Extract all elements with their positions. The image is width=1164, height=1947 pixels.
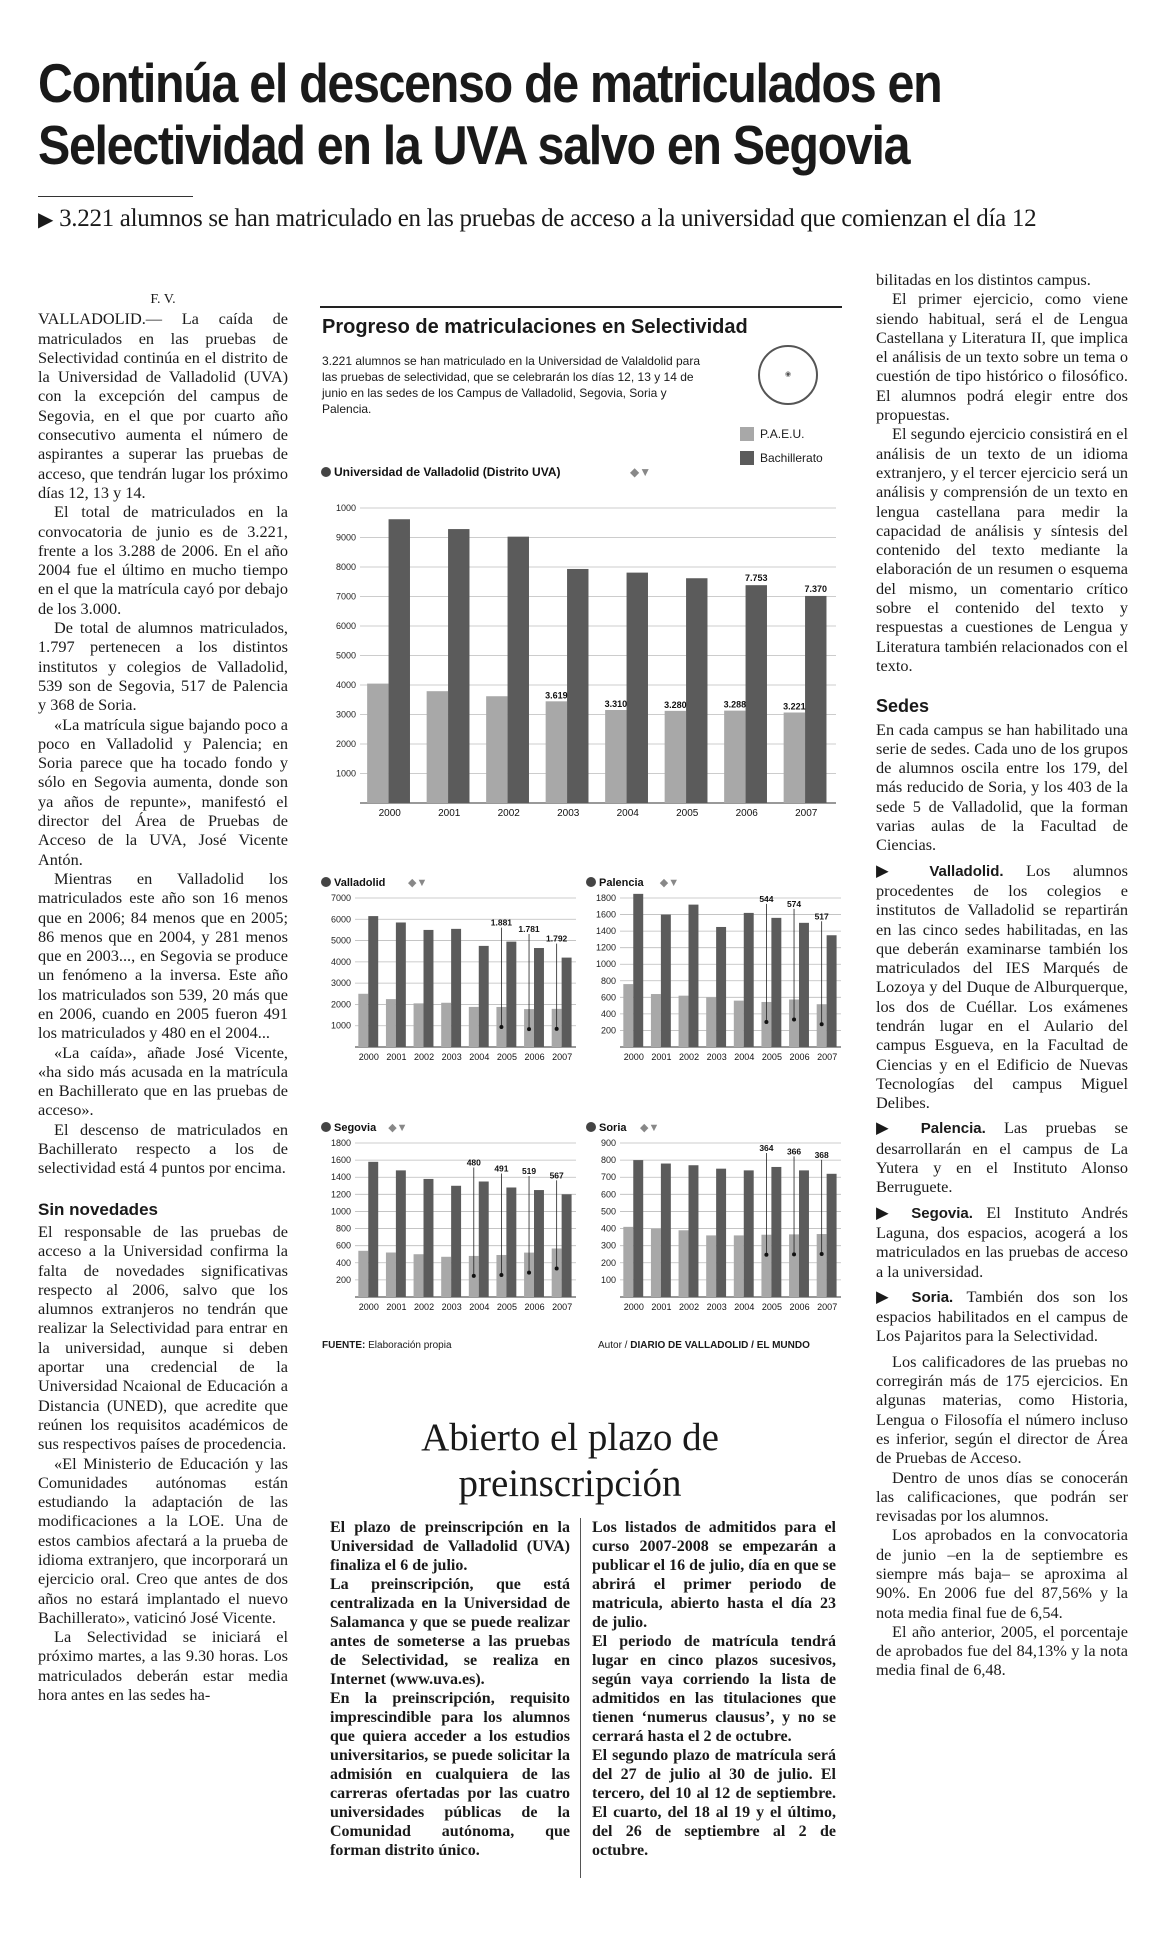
bar-bachillerato <box>448 529 469 803</box>
x-tick-label: 2000 <box>623 1052 644 1062</box>
y-tick-label: 5000 <box>330 935 351 946</box>
paragraph: «La matrícula sigue bajando poco a poco en Valladolid y Palencia; en Soria parece que ha tocado fondo y sólo en Segovia aumenta, donde son ya años de repunte», manifestó el director del Área de Pruebas de Acceso de la UVA, José Vicente Antón. <box>38 714 288 869</box>
paragraph: «La caída», añade José Vicente, «ha sido más acusada en la matrícula en Bachillerato que en las pruebas de acceso». <box>38 1042 288 1120</box>
bar-bachillerato <box>396 922 406 1047</box>
x-tick-label: 2004 <box>616 808 639 819</box>
bar-bachillerato <box>744 1170 754 1297</box>
bar-paeu <box>724 711 745 803</box>
x-tick-label: 2000 <box>358 1302 379 1312</box>
bar-paeu <box>414 1003 424 1047</box>
y-tick-label: 7000 <box>335 591 356 602</box>
y-tick-label: 1800 <box>330 1138 351 1148</box>
bar-paeu <box>679 1230 689 1297</box>
y-tick-label: 500 <box>600 1206 616 1217</box>
bar-paeu <box>623 984 633 1047</box>
chart-title: Universidad de Valladolid (Distrito UVA) <box>334 465 561 479</box>
data-label: 1.792 <box>546 933 568 944</box>
y-tick-label: 400 <box>600 1223 616 1234</box>
y-tick-label: 400 <box>600 1008 616 1019</box>
x-tick-label: 2006 <box>789 1302 810 1312</box>
data-point <box>820 1022 824 1026</box>
section-heading: Sedes <box>876 696 930 717</box>
paragraph: El segundo ejercicio consistirá en el análisis de un texto de un idioma extranjero, y el tercer ejercicio será un análisis y comprensión de un texto en lengua castellana para medir la capacidad de análisis y síntesis del contenido del texto mediante la elaboración de un resumen o esquema del mismo, un comentario crítico sobre el contenido del texto y respuestas a cuestiones de Lengua y Literatura también relacionados con el texto. <box>876 424 1128 675</box>
data-label: 3.288 <box>723 699 747 710</box>
diamond-arrow-icon: ◆▼ <box>640 1122 660 1134</box>
bar-bachillerato <box>508 537 529 803</box>
x-tick-label: 2002 <box>414 1302 435 1312</box>
diamond-arrow-icon: ◆▼ <box>388 1122 408 1134</box>
article-column-1 <box>38 290 288 1704</box>
bar-paeu <box>665 711 686 803</box>
chart-title: Palencia <box>599 877 644 889</box>
bar-bachillerato <box>506 942 516 1047</box>
paragraph: ▶ Segovia. El Instituto Andrés Laguna, dos espacios, acogerá a los matriculados en las pruebas de acceso a la universidad. <box>876 1202 1129 1281</box>
headline-rule <box>38 196 193 197</box>
bar-paeu <box>605 710 626 803</box>
data-point <box>527 1027 531 1031</box>
section-heading: Sin novedades <box>38 1199 158 1219</box>
bar-bachillerato <box>716 1169 726 1297</box>
paragraph: Dentro de unos días se conocerán las calificaciones, que podrán ser revisadas por los alumnos. <box>876 1467 1128 1526</box>
bar-bachillerato <box>686 578 707 803</box>
bar-paeu <box>734 1001 744 1047</box>
y-tick-label: 3000 <box>335 709 356 720</box>
y-tick-label: 1000 <box>335 768 356 779</box>
data-label: 3.619 <box>545 690 568 701</box>
x-tick-label: 2001 <box>651 1302 672 1312</box>
y-tick-label: 800 <box>600 975 616 986</box>
y-tick-label: 4000 <box>330 956 351 967</box>
chart-title: Valladolid <box>334 877 386 889</box>
bar-paeu <box>651 1229 661 1297</box>
bar-bachillerato <box>396 1170 406 1297</box>
chart-description: 3.221 alumnos se han matriculado en la Universidad de Valaldolid para las pruebas de selectividad, que se celebrarán los días 12, 13 y 14 de junio en las sedes de los Campus de Valladolid, Segovia, Soria y Palencia. <box>322 354 701 416</box>
y-tick-label: 600 <box>335 1240 351 1251</box>
bar-bachillerato <box>479 1182 489 1298</box>
y-tick-label: 200 <box>600 1257 616 1268</box>
chart-title: Segovia <box>334 1122 377 1134</box>
x-tick-label: 2001 <box>651 1052 672 1062</box>
data-point <box>527 1271 531 1275</box>
bar-bachillerato <box>567 569 588 803</box>
bar-bachillerato <box>746 585 767 803</box>
legend-swatch <box>740 427 754 441</box>
y-tick-label: 3000 <box>330 978 351 989</box>
charts-svg <box>320 460 845 1340</box>
chart-author: Autor / DIARIO DE VALLADOLID / EL MUNDO <box>598 1340 810 1351</box>
paragraph: El responsable de las pruebas de acceso a la Universidad confirma la falta de novedades significativas respecto al 2006, salvo que los alumnos extranjeros no tendrán que realizar la Selectividad para entrar en la universidad, aunque si deben aportar una credencial de la Universidad Ncaional de Educación a Distancia (UNED), que acredite que reúnen los requisitos académicos de sus respectivos países de procedencia. <box>38 1221 288 1454</box>
x-tick-label: 2002 <box>679 1052 700 1062</box>
paragraph: El descenso de matriculados en Bachillerato respecto a los de selectividad está 4 puntos por encima. <box>38 1119 288 1178</box>
data-point <box>499 1273 503 1277</box>
data-point <box>792 1017 796 1021</box>
data-point <box>764 1253 768 1257</box>
bar-bachillerato <box>689 905 699 1047</box>
y-tick-label: 1000 <box>595 959 616 970</box>
subheadline <box>38 205 1036 233</box>
bar-bachillerato <box>534 1190 544 1297</box>
data-label: 517 <box>814 911 829 922</box>
preinscription-title <box>380 1415 760 1507</box>
data-label: 519 <box>521 1166 537 1177</box>
paragraph: El primer ejercicio, como viene siendo habitual, será el de Lengua Castellana y Literatura II, que implica el análisis de un texto sobre un tema o cuestión de tipo histórico o filosófico. El alumnos podrá elegir entre dos propuestas. <box>876 289 1128 425</box>
chart-title: Soria <box>599 1122 627 1134</box>
y-tick-label: 600 <box>600 1189 616 1200</box>
bar-bachillerato <box>368 1162 378 1297</box>
paragraph: «El Ministerio de Educación y las Comunidades autónomas están estudiando la adaptación de las modificaciones a la LOE. Una de estos cambios afectará a la prueba de idioma extranjero, que incorporará un ejercicio oral. Creo que antes de dos años no estará implantado el nuevo Bachillerato», vaticinó José Vicente. <box>38 1453 288 1627</box>
column-divider <box>580 1518 581 1878</box>
university-seal-icon: ◉ <box>758 345 818 405</box>
bar-paeu <box>358 1251 368 1297</box>
y-tick-label: 1000 <box>330 1020 351 1031</box>
x-tick-label: 2001 <box>386 1302 407 1312</box>
arrow-icon: ▶ <box>876 860 930 880</box>
y-tick-label: 1200 <box>330 1189 351 1200</box>
bar-paeu <box>706 1235 716 1297</box>
data-point <box>764 1020 768 1024</box>
paragraph: El año anterior, 2005, el porcentaje de aprobados fue del 84,13% y la nota media final de 6,48. <box>876 1621 1128 1680</box>
bar-bachillerato <box>799 1170 809 1297</box>
bar-bachillerato <box>451 1186 461 1297</box>
y-tick-label: 6000 <box>330 914 351 925</box>
bar-bachillerato <box>716 927 726 1047</box>
bar-paeu <box>386 1253 396 1297</box>
data-point <box>499 1025 503 1029</box>
data-label: 364 <box>759 1142 774 1153</box>
x-tick-label: 2006 <box>524 1302 545 1312</box>
data-label: 3.280 <box>664 699 687 710</box>
paragraph: El periodo de matrícula tendrá lugar en cinco plazos sucesivos, según vaya corriendo la lista de admitidos en las titulaciones que tienen ‘numerus clausus’, y no se cerrará hasta el 2 de octubre. <box>592 1633 836 1745</box>
bar-bachillerato <box>633 894 643 1047</box>
y-tick-label: 9000 <box>335 532 356 543</box>
paragraph: El segundo plazo de matrícula será del 27 de julio al 30 de julio. El tercero, del 10 al 12 de septiembre. El cuarto, del 18 al 19 y el último, del 26 de septiembre al 2 de octubre. <box>592 1747 836 1859</box>
bar-paeu <box>427 691 448 803</box>
bar-bachillerato <box>827 935 837 1047</box>
paragraph: En la preinscripción, requisito imprescindible para los alumnos que quiera acceder a los estudios universitarios, se puede solicitar la admisión en cualquiera de las carreras ofertadas por las cuatro universidades públicas de la Comunidad autónoma, que forman distrito único. <box>330 1690 570 1859</box>
x-tick-label: 2000 <box>358 1052 379 1062</box>
y-tick-label: 5000 <box>335 650 356 661</box>
y-tick-label: 2000 <box>330 999 351 1010</box>
bar-paeu <box>486 696 507 803</box>
diamond-arrow-icon: ◆▼ <box>630 465 652 479</box>
paragraph: VALLADOLID.— La caída de matriculados en las pruebas de Selectividad continúa en el distrito de la Universidad de Valladolid (UVA) con la excepción del campus de Segovia, en el que por cuarto año consecutivo aumenta el número de aspirantes a superar las pruebas de acceso, que tendrán lugar los próximo días 12, 13 y 14. <box>38 309 288 502</box>
bar-paeu <box>386 999 396 1047</box>
bar-bachillerato <box>389 519 410 803</box>
headline-line-1: Continúa el descenso de matriculados en <box>38 52 942 114</box>
bar-paeu <box>441 1257 451 1297</box>
bar-paeu <box>441 1003 451 1047</box>
bar-bachillerato <box>799 923 809 1047</box>
x-tick-label: 2004 <box>734 1302 755 1312</box>
preinscription-column-2 <box>592 1518 836 1860</box>
x-tick-label: 2001 <box>438 808 461 819</box>
y-tick-label: 1000 <box>335 503 356 513</box>
bar-paeu <box>734 1235 744 1297</box>
x-tick-label: 2003 <box>706 1052 727 1062</box>
y-tick-label: 1600 <box>330 1155 351 1166</box>
paragraph: ▶ Valladolid. Los alumnos procedentes de los colegios e institutos de Valladolid se repartirán en las cinco sedes habilitadas, en las que deberán examinarse también los matriculados del IES Marqués de Lozoya y del Duque de Alburquerque, los dos de Cuéllar. Los exámenes tendrán lugar en el Aulario del campus Esgueva, en la Facultad de Ciencias y en el Edificio de Nuevas Tecnologías del campus Miguel Delibes. <box>876 860 1129 1113</box>
data-label: 544 <box>759 893 774 904</box>
y-tick-label: 300 <box>600 1240 616 1251</box>
bar-bachillerato <box>771 1167 781 1297</box>
x-tick-label: 2002 <box>414 1052 435 1062</box>
chart-box-title: Progreso de matriculaciones en Selectividad <box>322 316 748 338</box>
chart-bullet-icon <box>586 877 596 887</box>
paragraph: Los calificadores de las pruebas no corregirán más de 175 ejercicios. En algunas materias, como Historia, Lengua o Filosofía el número incluso es inferior, según el director de Área de Pruebas de Acceso. <box>876 1351 1128 1468</box>
x-tick-label: 2004 <box>734 1052 755 1062</box>
bar-paeu <box>358 994 368 1047</box>
data-label: 7.370 <box>804 583 828 594</box>
data-label: 480 <box>466 1157 481 1168</box>
paragraph: La preinscripción, que está centralizada en la Universidad de Salamanca y que se puede realizar antes de someterse a las pruebas de Selectividad, se realiza en Internet (www.uva.es). <box>330 1576 570 1688</box>
bar-bachillerato <box>424 930 434 1047</box>
data-point <box>820 1252 824 1256</box>
paragraph: En cada campus se han habilitado una serie de sedes. Cada uno de los grupos de alumnos oscila entre los 179, del más reducido de Soria, y los 403 de la sede 5 de Valladolid, que la forman varias aulas de la Facultad de Ciencias. <box>876 719 1128 855</box>
y-tick-label: 1200 <box>595 942 616 953</box>
arrow-icon: ▶ <box>876 1202 912 1222</box>
x-tick-label: 2002 <box>679 1302 700 1312</box>
bar-bachillerato <box>506 1187 516 1297</box>
data-label: 1.781 <box>518 924 540 935</box>
bar-bachillerato <box>805 596 826 803</box>
bar-bachillerato <box>661 1164 671 1297</box>
paragraph: Los aprobados en la convocatoria de junio –en la de septiembre es siempre más baja– se aproxima al 90%. En 2006 fue del 87,56% y la nota media final fue de 6,54. <box>876 1525 1128 1622</box>
bar-paeu <box>414 1254 424 1297</box>
bar-paeu <box>623 1227 633 1297</box>
paragraph: El plazo de preinscripción en la Universidad de Valladolid (UVA) finaliza el 6 de julio. <box>330 1519 570 1574</box>
paragraph: ▶ Palencia. Las pruebas se desarrollarán en el campus de La Yutera y en el Instituto Alonso Berruguete. <box>876 1118 1129 1197</box>
x-tick-label: 2003 <box>706 1302 727 1312</box>
chart-source: FUENTE: Elaboración propia <box>322 1340 452 1351</box>
arrow-icon: ▶ <box>876 1286 912 1306</box>
y-tick-label: 1000 <box>330 1206 351 1217</box>
x-tick-label: 2002 <box>497 808 520 819</box>
paragraph: Los listados de admitidos para el curso 2007-2008 se empezarán a publicar el 16 de julio, día en que se abrirá el primer periodo de matricula, abierto hasta el día 23 de julio. <box>592 1519 836 1631</box>
bar-bachillerato <box>451 929 461 1047</box>
bar-paeu <box>679 996 689 1047</box>
y-tick-label: 200 <box>600 1025 616 1036</box>
x-tick-label: 2005 <box>496 1052 517 1062</box>
bar-bachillerato <box>562 958 572 1047</box>
bar-bachillerato <box>771 918 781 1047</box>
x-tick-label: 2007 <box>552 1302 573 1312</box>
data-point <box>472 1274 476 1278</box>
headline <box>38 52 1006 176</box>
legend-item-paeu: P.A.E.U. <box>740 422 823 446</box>
y-tick-label: 4000 <box>335 680 356 690</box>
data-label: 3.221 <box>783 701 806 712</box>
x-tick-label: 2005 <box>496 1302 517 1312</box>
data-label: 491 <box>494 1163 509 1174</box>
data-point <box>792 1252 796 1256</box>
y-tick-label: 8000 <box>335 562 356 572</box>
bar-bachillerato <box>827 1174 837 1297</box>
preinscription-title-line-2: preinscripción <box>458 1462 682 1505</box>
x-tick-label: 2003 <box>557 808 580 819</box>
legend-item-bachillerato: Bachillerato <box>740 446 823 470</box>
bar-bachillerato <box>661 915 671 1047</box>
paragraph: De total de alumnos matriculados, 1.797 pertenecen a los distintos institutos y colegios de Valladolid, 539 son de Segovia, 517 de Palencia y 368 de Soria. <box>38 618 288 715</box>
subheadline-text: 3.221 alumnos se han matriculado en las pruebas de acceso a la universidad que comienzan el día 12 <box>59 205 1037 232</box>
y-tick-label: 700 <box>600 1172 616 1183</box>
arrow-icon: ▶ <box>876 1118 921 1138</box>
x-tick-label: 2004 <box>469 1052 490 1062</box>
diamond-arrow-icon: ◆▼ <box>408 877 428 889</box>
y-tick-label: 6000 <box>335 621 356 631</box>
chart-bullet-icon <box>321 467 331 477</box>
preinscription-column-1 <box>330 1518 570 1860</box>
x-tick-label: 2000 <box>378 808 401 819</box>
chart-top-rule <box>320 306 842 308</box>
bar-paeu <box>367 684 388 803</box>
bar-bachillerato <box>534 948 544 1047</box>
bar-bachillerato <box>479 946 489 1047</box>
y-tick-label: 1400 <box>330 1172 351 1183</box>
preinscription-title-line-1: Abierto el plazo de <box>421 1416 719 1459</box>
y-tick-label: 7000 <box>330 893 351 903</box>
y-tick-label: 1600 <box>595 909 616 920</box>
paragraph: ▶ Soria. También dos son los espacios habilitados en el campus de Los Pajaritos para la Selectividad. <box>876 1286 1128 1346</box>
bar-bachillerato <box>689 1165 699 1297</box>
chart-bullet-icon <box>586 1122 596 1132</box>
paragraph: bilitadas en los distintos campus. <box>876 270 1091 289</box>
bar-paeu <box>469 1007 479 1047</box>
x-tick-label: 2007 <box>817 1052 838 1062</box>
paragraph: El total de matriculados en la convocatoria de junio es de 3.221, frente a los 3.288 de 2006. En el año 2004 fue el último en mucho tiempo en el que la matrícula cayó por debajo de los 3.000. <box>38 502 288 618</box>
data-label: 574 <box>786 898 802 909</box>
y-tick-label: 600 <box>600 992 616 1003</box>
bar-bachillerato <box>562 1194 572 1297</box>
y-tick-label: 800 <box>335 1223 351 1234</box>
x-tick-label: 2003 <box>441 1302 462 1312</box>
data-point <box>555 1027 559 1031</box>
data-label: 3.310 <box>604 699 628 710</box>
chart-bullet-icon <box>321 877 331 887</box>
data-label: 366 <box>786 1146 802 1157</box>
x-tick-label: 2007 <box>817 1302 838 1312</box>
data-point <box>555 1266 559 1270</box>
paragraph: La Selectividad se iniciará el próximo martes, a las 9.30 horas. Los matriculados deberán estar media hora antes en las sedes ha- <box>38 1627 288 1705</box>
x-tick-label: 2006 <box>735 808 758 819</box>
bar-bachillerato <box>633 1160 643 1297</box>
x-tick-label: 2005 <box>761 1052 782 1062</box>
x-tick-label: 2001 <box>386 1052 407 1062</box>
x-tick-label: 2003 <box>441 1052 462 1062</box>
x-tick-label: 2006 <box>789 1052 810 1062</box>
paragraph: Mientras en Valladolid los matriculados este año son 16 menos que en 2006; 84 menos que en 2005; 86 menos que en 2004, y 281 menos que en 2003..., en Segovia se produce un fenómeno a la inversa. Este año los matriculados son 539, 20 más que en 2006, cuando en 2005 fueron 491 los matriculados y 480 en el 2004... <box>38 868 288 1043</box>
y-tick-label: 200 <box>335 1274 351 1285</box>
data-label: 567 <box>549 1170 564 1181</box>
y-tick-label: 1400 <box>595 926 616 937</box>
diamond-arrow-icon: ◆▼ <box>659 877 680 889</box>
bar-bachillerato <box>368 916 378 1047</box>
x-tick-label: 2007 <box>795 808 818 819</box>
arrow-icon: ▶ <box>38 209 54 231</box>
bar-paeu <box>651 994 661 1047</box>
y-tick-label: 2000 <box>335 739 356 749</box>
bar-paeu <box>784 713 805 803</box>
data-label: 7.753 <box>745 573 768 584</box>
y-tick-label: 100 <box>600 1274 616 1285</box>
bar-bachillerato <box>744 913 754 1047</box>
bar-bachillerato <box>424 1179 434 1297</box>
article-column-3 <box>876 270 1128 1680</box>
x-tick-label: 2006 <box>524 1052 545 1062</box>
headline-line-2: Selectividad en la UVA salvo en Segovia <box>38 114 910 176</box>
y-tick-label: 800 <box>600 1155 616 1166</box>
byline: F. V. <box>150 292 176 307</box>
y-tick-label: 900 <box>600 1138 616 1148</box>
bar-bachillerato <box>627 573 648 803</box>
x-tick-label: 2005 <box>761 1302 782 1312</box>
x-tick-label: 2004 <box>469 1302 490 1312</box>
bar-paeu <box>546 701 567 803</box>
x-tick-label: 2007 <box>552 1052 573 1062</box>
x-tick-label: 2005 <box>676 808 699 819</box>
x-tick-label: 2000 <box>623 1302 644 1312</box>
chart-bullet-icon <box>321 1122 331 1132</box>
y-tick-label: 1800 <box>595 893 616 903</box>
data-label: 1.881 <box>490 917 513 928</box>
data-label: 368 <box>814 1149 829 1160</box>
y-tick-label: 400 <box>335 1257 351 1268</box>
bar-paeu <box>706 997 716 1047</box>
